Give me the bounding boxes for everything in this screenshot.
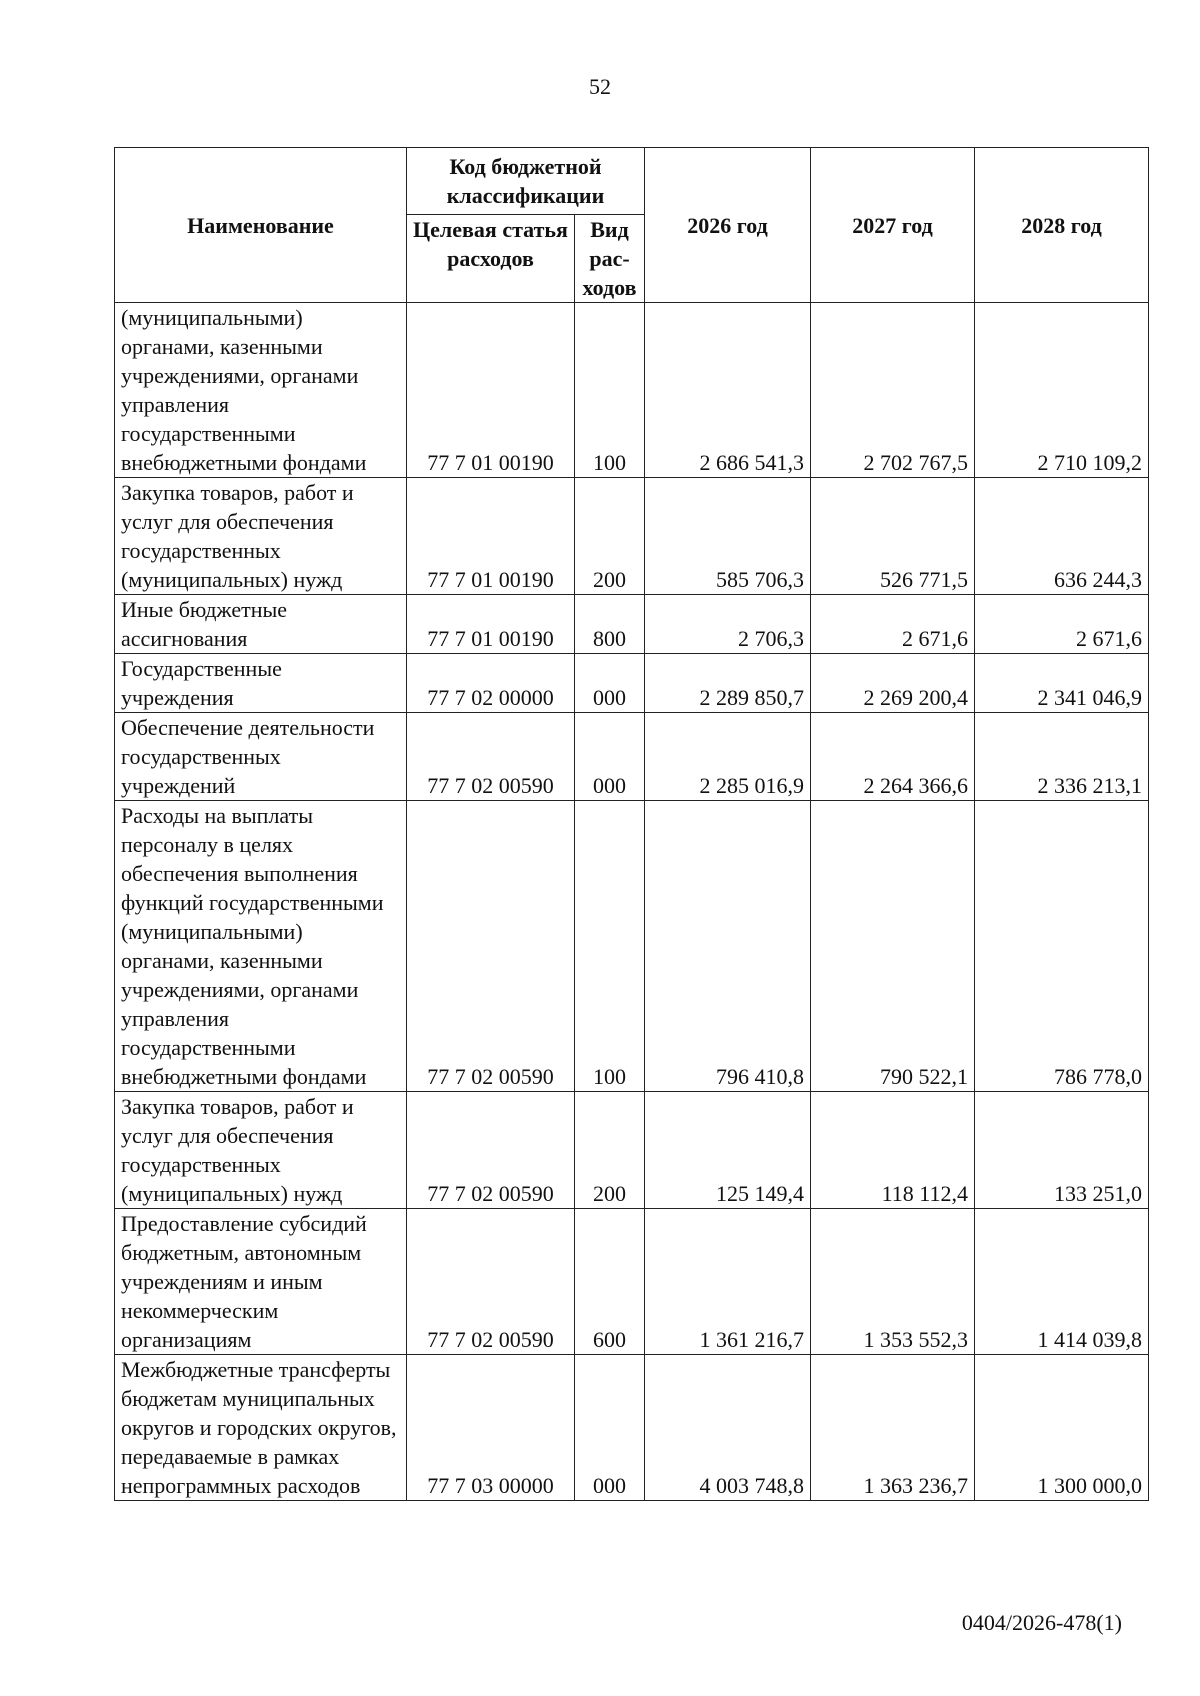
row-name: Обеспечение деятельности государственных учреждений — [115, 713, 407, 801]
header-target-article: Целевая статья расходов — [407, 215, 575, 303]
row-value-2028: 2 336 213,1 — [975, 713, 1149, 801]
row-target-code: 77 7 02 00590 — [407, 801, 575, 1092]
budget-table — [114, 147, 1149, 1501]
row-name: Расходы на выплаты персоналу в целях обеспечения выполнения функций государственными (муниципальными) органами, казенными учреждениями, органами управления государственными внебюджетными фондами — [115, 801, 407, 1092]
header-expense-type: Вид рас-ходов — [575, 215, 645, 303]
row-target-code: 77 7 02 00590 — [407, 1092, 575, 1209]
table-row — [115, 1092, 1149, 1209]
row-name: Закупка товаров, работ и услуг для обеспечения государственных (муниципальных) нужд — [115, 478, 407, 595]
row-target-code: 77 7 01 00190 — [407, 595, 575, 654]
header-2026: 2026 год — [645, 148, 811, 303]
row-value-2026: 796 410,8 — [645, 801, 811, 1092]
header-name: Наименование — [115, 148, 407, 303]
row-target-code: 77 7 02 00590 — [407, 713, 575, 801]
table-row — [115, 303, 1149, 478]
row-value-2028: 133 251,0 — [975, 1092, 1149, 1209]
row-value-2026: 2 686 541,3 — [645, 303, 811, 478]
table-body — [115, 303, 1149, 1501]
row-value-2028: 1 414 039,8 — [975, 1209, 1149, 1355]
table-row — [115, 713, 1149, 801]
row-value-2028: 2 671,6 — [975, 595, 1149, 654]
row-value-2026: 4 003 748,8 — [645, 1355, 811, 1501]
document-code: 0404/2026-478(1) — [961, 1610, 1122, 1635]
table-row — [115, 801, 1149, 1092]
row-target-code: 77 7 01 00190 — [407, 303, 575, 478]
row-value-2027: 2 671,6 — [811, 595, 975, 654]
row-value-2028: 2 341 046,9 — [975, 654, 1149, 713]
row-name: (муниципальными) органами, казенными учреждениями, органами управления государственными внебюджетными фондами — [115, 303, 407, 478]
row-name: Государственные учреждения — [115, 654, 407, 713]
row-name: Межбюджетные трансферты бюджетам муниципальных округов и городских округов, передаваемые в рамках непрограммных расходов — [115, 1355, 407, 1501]
row-value-2027: 2 269 200,4 — [811, 654, 975, 713]
row-expense-type: 600 — [575, 1209, 645, 1355]
row-expense-type: 200 — [575, 1092, 645, 1209]
row-value-2027: 1 353 552,3 — [811, 1209, 975, 1355]
row-value-2026: 2 285 016,9 — [645, 713, 811, 801]
page-number: 52 — [589, 74, 611, 99]
header-2028: 2028 год — [975, 148, 1149, 303]
row-value-2028: 636 244,3 — [975, 478, 1149, 595]
row-name: Иные бюджетные ассигнования — [115, 595, 407, 654]
row-value-2026: 1 361 216,7 — [645, 1209, 811, 1355]
row-value-2028: 1 300 000,0 — [975, 1355, 1149, 1501]
table-row — [115, 654, 1149, 713]
row-value-2027: 118 112,4 — [811, 1092, 975, 1209]
row-value-2028: 2 710 109,2 — [975, 303, 1149, 478]
row-target-code: 77 7 03 00000 — [407, 1355, 575, 1501]
row-expense-type: 100 — [575, 801, 645, 1092]
row-value-2026: 585 706,3 — [645, 478, 811, 595]
row-value-2026: 2 289 850,7 — [645, 654, 811, 713]
row-value-2027: 790 522,1 — [811, 801, 975, 1092]
row-expense-type: 800 — [575, 595, 645, 654]
row-name: Предоставление субсидий бюджетным, автономным учреждениям и иным некоммерческим организациям — [115, 1209, 407, 1355]
row-expense-type: 000 — [575, 654, 645, 713]
row-target-code: 77 7 02 00590 — [407, 1209, 575, 1355]
row-value-2027: 526 771,5 — [811, 478, 975, 595]
table-row — [115, 1209, 1149, 1355]
row-value-2027: 2 702 767,5 — [811, 303, 975, 478]
row-value-2026: 2 706,3 — [645, 595, 811, 654]
table-header-row — [115, 148, 1149, 215]
row-target-code: 77 7 02 00000 — [407, 654, 575, 713]
row-expense-type: 100 — [575, 303, 645, 478]
row-expense-type: 000 — [575, 713, 645, 801]
row-expense-type: 000 — [575, 1355, 645, 1501]
row-name: Закупка товаров, работ и услуг для обеспечения государственных (муниципальных) нужд — [115, 1092, 407, 1209]
header-2027: 2027 год — [811, 148, 975, 303]
row-value-2027: 2 264 366,6 — [811, 713, 975, 801]
row-value-2026: 125 149,4 — [645, 1092, 811, 1209]
row-value-2028: 786 778,0 — [975, 801, 1149, 1092]
table-row — [115, 1355, 1149, 1501]
table-row — [115, 478, 1149, 595]
row-expense-type: 200 — [575, 478, 645, 595]
table-row — [115, 595, 1149, 654]
row-value-2027: 1 363 236,7 — [811, 1355, 975, 1501]
row-target-code: 77 7 01 00190 — [407, 478, 575, 595]
header-code-group: Код бюджетной классификации — [407, 148, 645, 215]
